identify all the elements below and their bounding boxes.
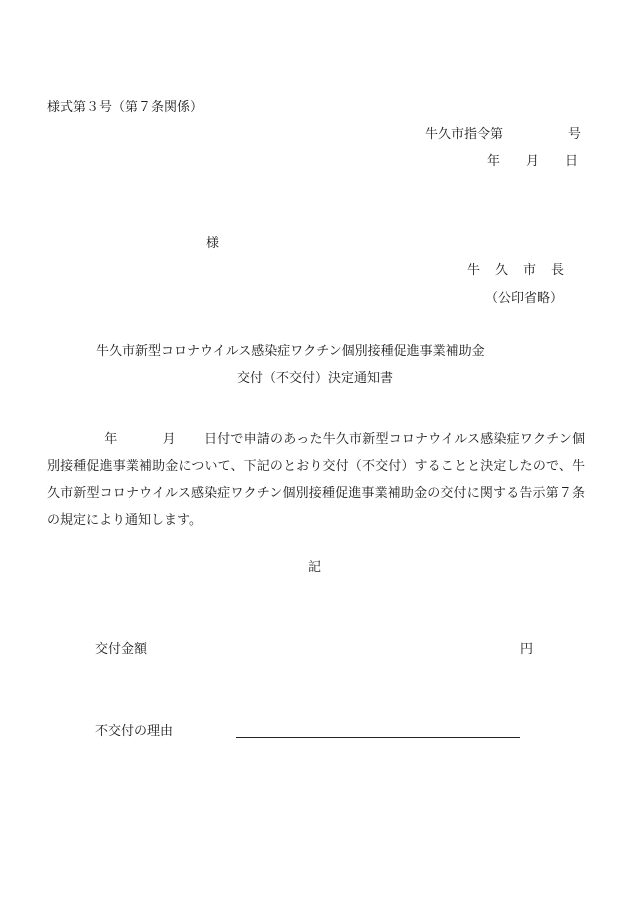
order-number-suffix: 号 xyxy=(568,127,582,142)
body-text: 日付で申請のあった牛久市新型コロナウイルス感染症ワクチン個別接種促進事業補助金について、下記のとおり交付（不交付）することと決定したので、牛久市新型コロナウイルス感染症ワクチン個別接種促進事業補助金の交付に関する告示第７条の規定により通知します。 xyxy=(47,432,585,528)
addressee-honorific: 様 xyxy=(206,236,220,251)
document-title-line1: 牛久市新型コロナウイルス感染症ワクチン個別接種促進事業補助金 xyxy=(96,344,485,359)
date-year: 年 xyxy=(486,154,500,169)
issue-date xyxy=(487,155,578,168)
date-month: 月 xyxy=(525,154,539,169)
order-number-prefix: 牛久市指令第 xyxy=(425,127,504,142)
ki-heading: 記 xyxy=(308,560,322,575)
reason-label: 不交付の理由 xyxy=(95,724,174,739)
document-title-line2: 交付（不交付）決定通知書 xyxy=(236,371,393,386)
issuer-title: 牛久市長 xyxy=(467,263,580,278)
body-year: 年 xyxy=(104,432,118,447)
amount-label: 交付金額 xyxy=(95,642,148,657)
notice-body xyxy=(47,426,585,534)
body-month: 月 xyxy=(162,432,176,447)
form-number: 様式第３号（第７条関係） xyxy=(47,100,204,115)
amount-unit: 円 xyxy=(520,642,534,657)
date-day: 日 xyxy=(564,154,578,169)
reason-underline xyxy=(236,737,520,738)
seal-note: （公印省略） xyxy=(485,291,564,306)
